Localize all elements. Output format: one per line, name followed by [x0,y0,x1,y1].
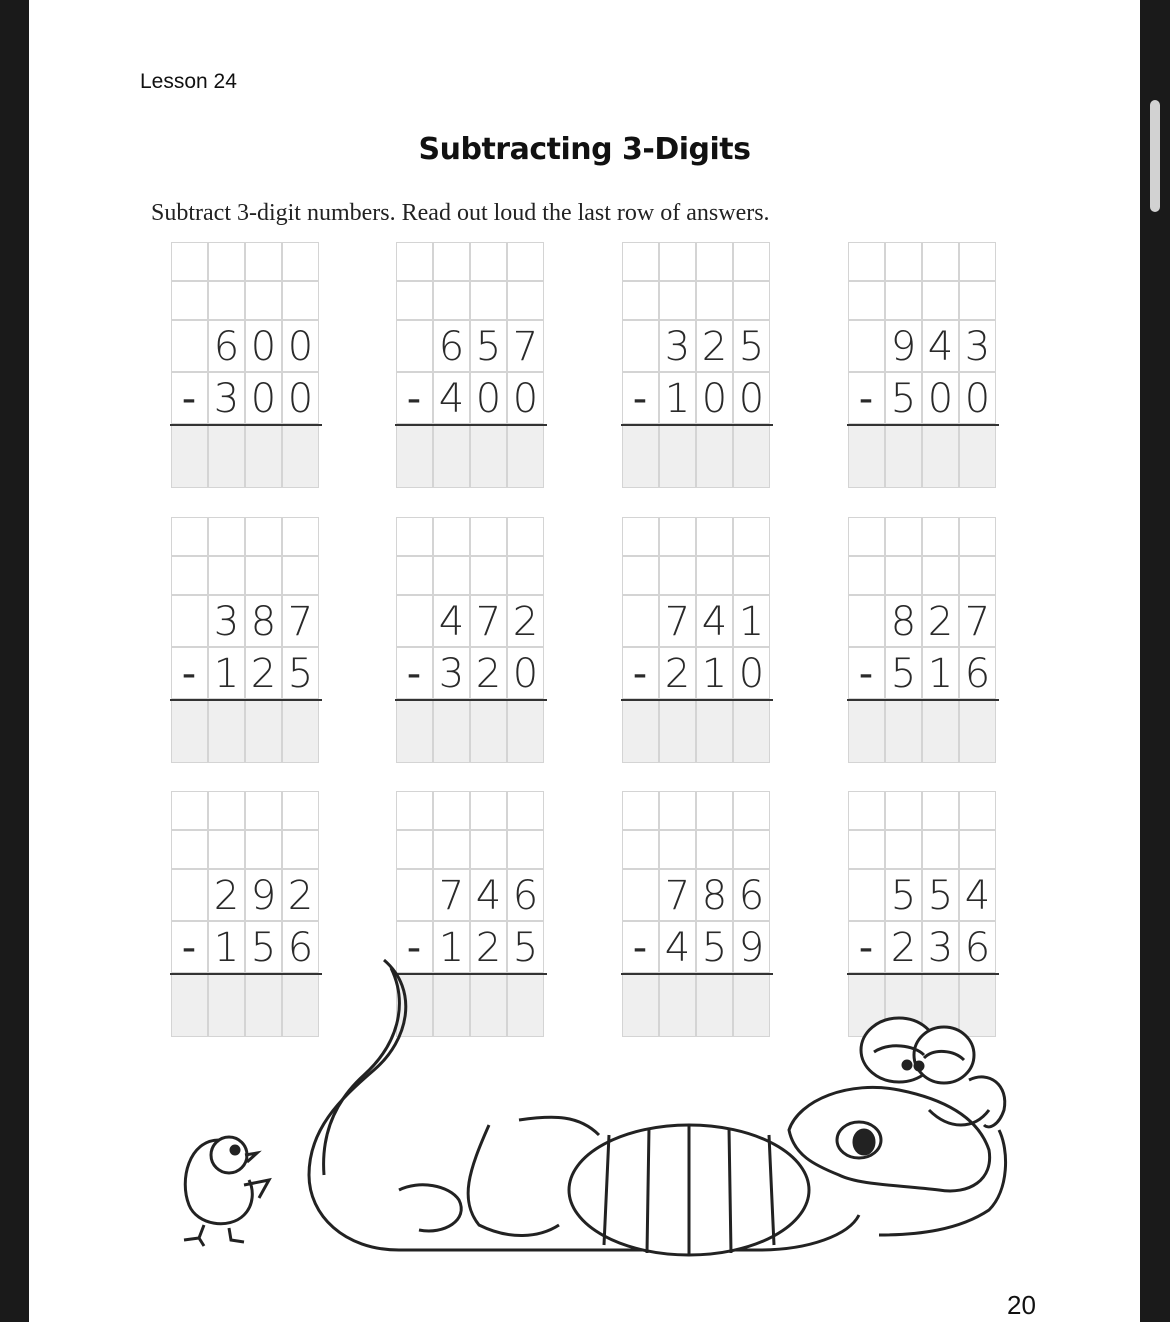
subtrahend-digit: 1 [664,376,691,422]
grid-cell [282,517,319,556]
instructions: Subtract 3-digit numbers. Read out loud the last row of answers. [151,200,770,226]
answer-cell[interactable] [208,699,245,763]
grid-cell [922,242,959,281]
minuend-digit: 6 [738,873,765,919]
problem-6 [395,517,547,764]
answer-cell[interactable] [922,424,959,488]
scrollbar-thumb[interactable] [1150,100,1160,212]
subtrahend-digit: 6 [287,925,314,971]
minus-sign: - [858,925,874,971]
grid-cell [848,242,885,281]
grid-cell [171,320,208,372]
grid-cell [622,242,659,281]
subtrahend-digit: 1 [701,651,728,697]
answer-cell[interactable] [507,699,544,763]
minuend-digit: 1 [738,599,765,645]
grid-cell [470,830,507,869]
minuend-digit: 4 [475,873,502,919]
subtrahend-digit: 4 [664,925,691,971]
subtrahend-digit: 9 [738,925,765,971]
answer-cell[interactable] [470,699,507,763]
answer-line [170,424,322,426]
minuend-digit: 2 [287,873,314,919]
answer-cell[interactable] [470,424,507,488]
minus-sign: - [858,651,874,697]
minuend-digit: 4 [438,599,465,645]
answer-cell[interactable] [959,424,996,488]
minus-sign: - [632,376,648,422]
grid-cell [622,830,659,869]
grid-cell [696,830,733,869]
minuend-digit: 7 [512,324,539,370]
problem-7 [621,517,773,764]
grid-cell [507,830,544,869]
grid-cell [659,556,696,595]
subtrahend-digit: 3 [438,651,465,697]
grid-cell [696,556,733,595]
grid-cell [622,556,659,595]
subtrahend-digit: 0 [287,376,314,422]
grid-cell [171,281,208,320]
grid-cell [733,242,770,281]
subtrahend-digit: 2 [475,651,502,697]
minuend-digit: 9 [250,873,277,919]
subtrahend-digit: 0 [512,651,539,697]
grid-cell [245,556,282,595]
grid-cell [848,320,885,372]
grid-cell [848,281,885,320]
grid-cell [245,281,282,320]
grid-cell [282,556,319,595]
minuend-digit: 6 [512,873,539,919]
grid-cell [959,556,996,595]
grid-cell [282,281,319,320]
grid-cell [171,595,208,647]
minus-sign: - [406,376,422,422]
grid-cell [622,517,659,556]
grid-cell [396,830,433,869]
grid-cell [885,517,922,556]
answer-cell[interactable] [733,424,770,488]
grid-cell [396,281,433,320]
answer-cell[interactable] [885,424,922,488]
grid-cell [885,791,922,830]
grid-cell [208,517,245,556]
answer-cell[interactable] [282,699,319,763]
grid-cell [507,791,544,830]
grid-cell [470,281,507,320]
minuend-digit: 5 [927,873,954,919]
answer-line [395,424,547,426]
answer-cell[interactable] [245,424,282,488]
subtrahend-digit: 6 [964,925,991,971]
grid-cell [848,517,885,556]
subtrahend-digit: 0 [738,651,765,697]
answer-cell[interactable] [171,699,208,763]
grid-cell [208,281,245,320]
answer-cell[interactable] [885,699,922,763]
grid-cell [470,556,507,595]
subtrahend-digit: 2 [890,925,917,971]
grid-cell [470,517,507,556]
grid-cell [733,791,770,830]
grid-cell [282,830,319,869]
answer-cell[interactable] [659,424,696,488]
grid-cell [696,791,733,830]
grid-cell [470,791,507,830]
minus-sign: - [406,651,422,697]
grid-cell [922,517,959,556]
minuend-digit: 6 [438,324,465,370]
grid-cell [696,281,733,320]
minus-sign: - [181,651,197,697]
minus-sign: - [858,376,874,422]
minuend-digit: 7 [287,599,314,645]
grid-cell [396,517,433,556]
worksheet-page [29,0,1140,1322]
grid-cell [848,830,885,869]
grid-cell [622,595,659,647]
answer-cell[interactable] [696,699,733,763]
grid-cell [885,281,922,320]
answer-line [621,424,773,426]
minuend-digit: 6 [213,324,240,370]
answer-line [395,699,547,701]
grid-cell [470,242,507,281]
answer-cell[interactable] [848,699,885,763]
subtrahend-digit: 5 [890,376,917,422]
grid-cell [507,556,544,595]
subtrahend-digit: 5 [890,651,917,697]
subtrahend-digit: 2 [664,651,691,697]
grid-cell [922,791,959,830]
answer-line [847,699,999,701]
minuend-digit: 5 [890,873,917,919]
answer-cell[interactable] [282,424,319,488]
grid-cell [659,791,696,830]
subtrahend-digit: 5 [287,651,314,697]
grid-cell [282,242,319,281]
grid-cell [885,830,922,869]
minuend-digit: 3 [664,324,691,370]
minuend-digit: 9 [890,324,917,370]
grid-cell [396,556,433,595]
subtrahend-digit: 1 [927,651,954,697]
grid-cell [885,242,922,281]
bird-illustration [184,1137,269,1246]
lesson-label: Lesson 24 [140,70,237,93]
grid-cell [733,556,770,595]
grid-cell [622,320,659,372]
minuend-digit: 8 [250,599,277,645]
answer-cell[interactable] [171,424,208,488]
grid-cell [733,281,770,320]
grid-cell [245,517,282,556]
minuend-digit: 2 [213,873,240,919]
subtrahend-digit: 0 [475,376,502,422]
grid-cell [733,830,770,869]
grid-cell [396,791,433,830]
grid-cell [922,556,959,595]
minus-sign: - [406,925,422,971]
answer-line [847,424,999,426]
grid-cell [959,791,996,830]
answer-cell[interactable] [959,699,996,763]
grid-cell [696,242,733,281]
minuend-digit: 5 [738,324,765,370]
minuend-digit: 7 [964,599,991,645]
minuend-digit: 4 [964,873,991,919]
grid-cell [208,556,245,595]
problem-1 [170,242,322,489]
grid-cell [507,281,544,320]
grid-cell [659,517,696,556]
minuend-digit: 7 [664,599,691,645]
minuend-digit: 5 [475,324,502,370]
minuend-digit: 8 [701,873,728,919]
grid-cell [171,869,208,921]
grid-cell [433,791,470,830]
minus-sign: - [181,925,197,971]
grid-cell [848,869,885,921]
minuend-digit: 0 [287,324,314,370]
minuend-digit: 2 [927,599,954,645]
minuend-digit: 0 [250,324,277,370]
grid-cell [733,517,770,556]
grid-cell [245,242,282,281]
answer-cell[interactable] [922,699,959,763]
subtrahend-digit: 0 [250,376,277,422]
subtrahend-digit: 0 [512,376,539,422]
minus-sign: - [632,925,648,971]
grid-cell [848,556,885,595]
problem-2 [395,242,547,489]
grid-cell [171,517,208,556]
minuend-digit: 7 [475,599,502,645]
grid-cell [396,869,433,921]
subtrahend-digit: 1 [438,925,465,971]
page-title: Subtracting 3-Digits [418,132,751,167]
grid-cell [396,242,433,281]
grid-cell [396,595,433,647]
answer-cell[interactable] [622,699,659,763]
grid-cell [622,869,659,921]
subtrahend-digit: 0 [927,376,954,422]
grid-cell [208,830,245,869]
answer-cell[interactable] [622,424,659,488]
answer-cell[interactable] [396,424,433,488]
subtrahend-digit: 0 [964,376,991,422]
problem-3 [621,242,773,489]
grid-cell [959,242,996,281]
grid-cell [245,791,282,830]
answer-line [170,699,322,701]
minuend-digit: 4 [927,324,954,370]
problem-8 [847,517,999,764]
answer-cell[interactable] [208,424,245,488]
minuend-digit: 3 [213,599,240,645]
grid-cell [507,517,544,556]
grid-cell [396,320,433,372]
grid-cell [622,791,659,830]
grid-cell [959,830,996,869]
grid-cell [959,281,996,320]
grid-cell [208,242,245,281]
answer-cell[interactable] [507,424,544,488]
grid-cell [848,595,885,647]
answer-cell[interactable] [696,424,733,488]
subtrahend-digit: 5 [512,925,539,971]
page-number: 20 [1007,1290,1036,1320]
grid-cell [507,242,544,281]
grid-cell [959,517,996,556]
grid-cell [282,791,319,830]
subtrahend-digit: 5 [250,925,277,971]
answer-cell[interactable] [433,424,470,488]
subtrahend-digit: 3 [927,925,954,971]
subtrahend-digit: 5 [701,925,728,971]
grid-cell [433,556,470,595]
subtrahend-digit: 1 [213,651,240,697]
grid-cell [171,242,208,281]
grid-cell [659,242,696,281]
answer-cell[interactable] [396,699,433,763]
minus-sign: - [181,376,197,422]
minuend-digit: 2 [512,599,539,645]
problem-5 [170,517,322,764]
subtrahend-digit: 0 [738,376,765,422]
grid-cell [433,830,470,869]
minuend-digit: 7 [438,873,465,919]
subtrahend-digit: 6 [964,651,991,697]
grid-cell [245,830,282,869]
minuend-digit: 8 [890,599,917,645]
subtrahend-digit: 0 [701,376,728,422]
subtrahend-digit: 4 [438,376,465,422]
problem-4 [847,242,999,489]
answer-cell[interactable] [659,699,696,763]
answer-cell[interactable] [733,699,770,763]
answer-cell[interactable] [433,699,470,763]
grid-cell [659,830,696,869]
subtrahend-digit: 3 [213,376,240,422]
answer-cell[interactable] [848,424,885,488]
grid-cell [922,281,959,320]
grid-cell [433,281,470,320]
grid-cell [622,281,659,320]
grid-cell [171,830,208,869]
answer-cell[interactable] [245,699,282,763]
grid-cell [848,791,885,830]
answer-line [621,699,773,701]
grid-cell [171,556,208,595]
grid-cell [433,517,470,556]
minus-sign: - [632,651,648,697]
subtrahend-digit: 2 [475,925,502,971]
grid-cell [171,791,208,830]
subtrahend-digit: 1 [213,925,240,971]
grid-cell [922,830,959,869]
minuend-digit: 4 [701,599,728,645]
minuend-digit: 3 [964,324,991,370]
grid-cell [659,281,696,320]
grid-cell [433,242,470,281]
subtrahend-digit: 2 [250,651,277,697]
crocodile-illustration [159,950,1019,1260]
minuend-digit: 7 [664,873,691,919]
grid-cell [208,791,245,830]
grid-cell [885,556,922,595]
grid-cell [696,517,733,556]
minuend-digit: 2 [701,324,728,370]
